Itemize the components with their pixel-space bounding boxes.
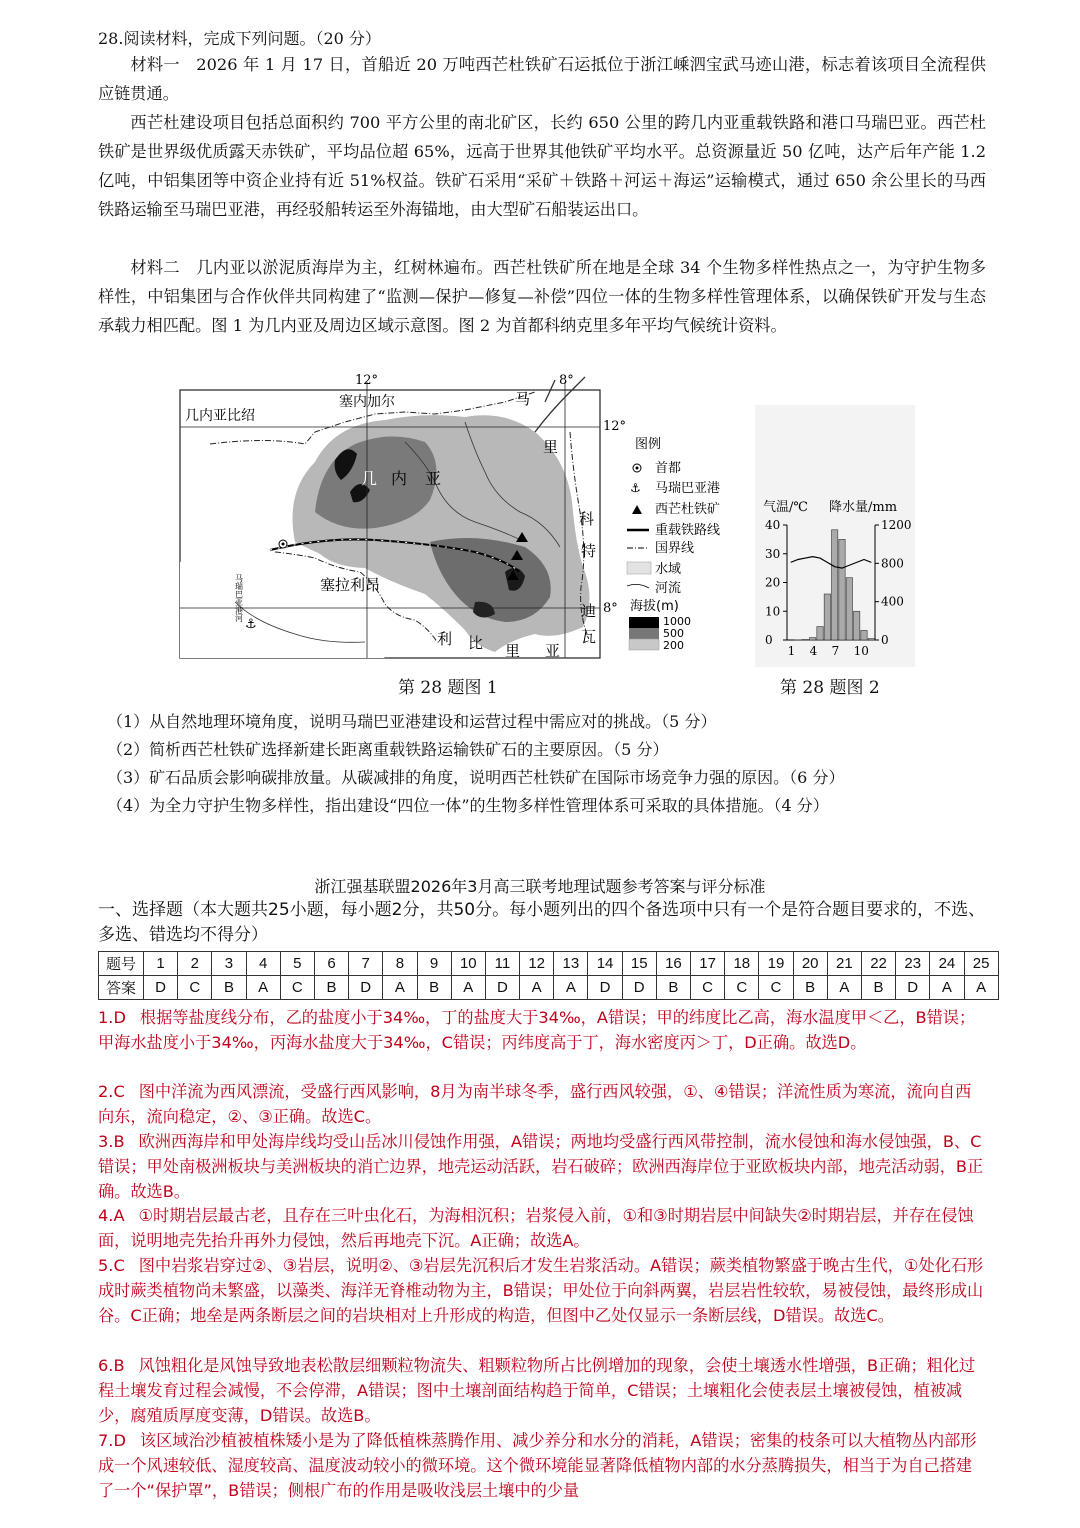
answer-table bbox=[98, 951, 999, 1000]
answer-title: 浙江强基联盟2026年3月高三联考地理试题参考答案与评分标准 bbox=[314, 877, 766, 896]
lat-8-label: 8° bbox=[603, 601, 618, 616]
answer-key-cell: A bbox=[246, 976, 280, 1000]
question-number-cell: 6 bbox=[314, 952, 348, 976]
temp-tick-label: 40 bbox=[765, 518, 781, 532]
question-number-cell: 4 bbox=[246, 952, 280, 976]
guinea-label-3: 亚 bbox=[425, 469, 442, 488]
answer-key-cell: B bbox=[656, 976, 690, 1000]
question-number-cell: 15 bbox=[622, 952, 656, 976]
question-number-cell: 20 bbox=[793, 952, 827, 976]
ivory-label-4: 瓦 bbox=[581, 628, 597, 646]
temp-axis-label: 气温/℃ bbox=[763, 500, 808, 515]
question-number-cell: 24 bbox=[930, 952, 964, 976]
svg-text:1000: 1000 bbox=[663, 615, 691, 628]
answer-key-cell: A bbox=[930, 976, 964, 1000]
mali-label-2: 里 bbox=[543, 438, 559, 456]
answer-key-cell: C bbox=[178, 976, 212, 1000]
precip-bar bbox=[854, 611, 860, 640]
question-number-cell: 13 bbox=[554, 952, 588, 976]
answer-key-cell: A bbox=[827, 976, 861, 1000]
explanation-number: 5.C bbox=[98, 1256, 125, 1275]
answer-key-cell: D bbox=[588, 976, 622, 1000]
precip-bar bbox=[810, 638, 816, 640]
question-number-cell: 21 bbox=[827, 952, 861, 976]
question-number-cell: 14 bbox=[588, 952, 622, 976]
question-number-cell: 11 bbox=[485, 952, 519, 976]
temp-tick-label: 0 bbox=[765, 633, 773, 647]
precip-tick-label: 0 bbox=[881, 633, 889, 647]
temp-tick-label: 20 bbox=[765, 575, 781, 590]
map-legend bbox=[627, 437, 720, 652]
climate-caption: 第 28 题图 2 bbox=[780, 678, 880, 698]
precip-bar bbox=[832, 530, 838, 640]
question-number-cell: 1 bbox=[144, 952, 178, 976]
answer-key-cell: D bbox=[144, 976, 178, 1000]
explanation-item bbox=[98, 1079, 986, 1129]
liberia-label-3: 里 bbox=[505, 642, 521, 660]
question-number-cell: 2 bbox=[178, 952, 212, 976]
explanation-item bbox=[98, 1129, 986, 1205]
subquestion-3: （3）矿石品质会影响碳排放量。从碳减排的角度，说明西芒杜铁矿在国际市场竞争力强的原因。（6 分） bbox=[107, 768, 845, 787]
precip-bar bbox=[824, 594, 830, 640]
map-caption: 第 28 题图 1 bbox=[398, 678, 498, 698]
question-number-cell: 12 bbox=[520, 952, 554, 976]
svg-text:国界线: 国界线 bbox=[655, 541, 695, 556]
explanation-item bbox=[98, 1203, 986, 1253]
question-number-cell: 23 bbox=[896, 952, 930, 976]
question-number-cell: 9 bbox=[417, 952, 451, 976]
answer-key-cell: A bbox=[520, 976, 554, 1000]
question-heading: 28.阅读材料，完成下列问题。（20 分） bbox=[98, 29, 381, 48]
answer-key-cell: A bbox=[554, 976, 588, 1000]
question-number-cell: 10 bbox=[451, 952, 485, 976]
answer-key-cell: C bbox=[691, 976, 725, 1000]
precip-bar bbox=[861, 630, 867, 640]
lat-12-label: 12° bbox=[603, 419, 627, 434]
explanation-text: 图中洋流为西风漂流，受盛行西风影响，8月为南半球冬季，盛行西风较强，①、④错误；洋流性质为寒流，流向自西向东，流向稳定，②、③正确。故选C。 bbox=[98, 1082, 972, 1127]
precip-bar bbox=[817, 627, 823, 640]
question-number-cell: 5 bbox=[280, 952, 314, 976]
guinea-bissau-label: 几内亚比绍 bbox=[185, 408, 255, 424]
answer-key-cell: C bbox=[759, 976, 793, 1000]
material1-paragraph1: 材料一 2026 年 1 月 17 日，首船近 20 万吨西芒杜铁矿石运抵位于浙江嵊泗宝武马迹山港，标志着该项目全流程供应链贯通。 bbox=[98, 55, 986, 103]
question-number-cell: 17 bbox=[691, 952, 725, 976]
month-tick-label: 4 bbox=[809, 644, 818, 658]
material1-paragraph2: 西芒杜建设项目包括总面积约 700 平方公里的南北矿区，长约 650 公里的跨几内亚重载铁路和港口马瑞巴亚。西芒杜铁矿是世界级优质露天赤铁矿，平均品位超 65%，远高于世界其他铁矿平均水平。总资源量近 50 亿吨，达产后年产能 1.2 亿吨，中铝集团等中资企业持有近 51%权益。铁矿石采用“采矿＋铁路＋河运＋海运”运输模式，通过 650 余公里长的马西铁路运输至马瑞巴亚港，再经驳船转运至外海锚地，由大型矿石船装运出口。 bbox=[98, 113, 986, 219]
explanation-number: 6.B bbox=[98, 1356, 125, 1375]
month-tick-label: 10 bbox=[853, 644, 869, 658]
explanation-text: 该区域治沙植被植株矮小是为了降低植株蒸腾作用、减少养分和水分的消耗，A错误；密集的枝条可以大植物丛内部形成一个风速较低、湿度较高、温度波动较小的微环境。这个微环境能显著降低植物内部的水分蒸腾损失，相当于为自己搭建了一个“保护罩”，B错误；侧根广布的作用是吸收浅层土壤中的少量 bbox=[98, 1431, 977, 1501]
question-number-cell: 19 bbox=[759, 952, 793, 976]
ivory-label-1: 科 bbox=[579, 510, 595, 528]
explanation-number: 1.D bbox=[98, 1008, 126, 1027]
answer-key-cell: D bbox=[349, 976, 383, 1000]
mali-label-1: 马 bbox=[515, 390, 531, 408]
lon-8-label: 8° bbox=[559, 373, 574, 388]
answer-key-cell: A bbox=[451, 976, 485, 1000]
answer-key-cell: B bbox=[212, 976, 246, 1000]
guinea-map-figure bbox=[175, 372, 721, 664]
explanation-text: ①时期岩层最古老，且存在三叶虫化石，为海相沉积；岩浆侵入前，①和③时期岩层中间缺失②时期岩层，并存在侵蚀面，说明地壳先抬升再外力侵蚀，然后再地壳下沉。A正确；故选A。 bbox=[98, 1206, 974, 1251]
explanation-number: 7.D bbox=[98, 1431, 126, 1450]
precip-tick-label: 400 bbox=[881, 594, 904, 609]
explanation-item bbox=[98, 1428, 986, 1504]
precip-tick-label: 800 bbox=[881, 556, 904, 571]
temp-tick-label: 10 bbox=[765, 604, 781, 619]
climate-chart-figure bbox=[755, 405, 915, 667]
explanation-number: 2.C bbox=[98, 1082, 125, 1101]
explanation-item bbox=[98, 1253, 986, 1329]
answer-key-cell: B bbox=[793, 976, 827, 1000]
svg-text:西芒杜铁矿: 西芒杜铁矿 bbox=[655, 502, 721, 517]
precip-axis-label: 降水量/mm bbox=[829, 500, 898, 515]
subquestion-1: （1）从自然地理环境角度，说明马瑞巴亚港建设和运营过程中需应对的挑战。（5 分） bbox=[107, 712, 717, 731]
precip-bar bbox=[868, 639, 874, 640]
svg-text:200: 200 bbox=[663, 639, 684, 652]
row-label-question: 题号 bbox=[99, 952, 144, 976]
sierra-leone-label: 塞拉利昂 bbox=[320, 576, 381, 594]
explanation-text: 风蚀粗化是风蚀导致地表松散层细颗粒物流失、粗颗粒物所占比例增加的现象，会使土壤透水性增强，B正确；粗化过程土壤发育过程会减慢，不会停滞，A错误；图中土壤剖面结构趋于简单，C错误；土壤粗化会使表层土壤被侵蚀，植被减少，腐殖质厚度变薄，D错误。故选B。 bbox=[98, 1356, 976, 1426]
svg-text:首都: 首都 bbox=[655, 461, 682, 476]
question-number-cell: 3 bbox=[212, 952, 246, 976]
answer-key-cell: D bbox=[485, 976, 519, 1000]
question-number-cell: 16 bbox=[656, 952, 690, 976]
svg-text:马瑞巴亚港: 马瑞巴亚港 bbox=[655, 481, 721, 496]
answer-key-cell: D bbox=[896, 976, 930, 1000]
explanation-item bbox=[98, 1005, 986, 1055]
answer-key-cell: D bbox=[622, 976, 656, 1000]
temp-tick-label: 30 bbox=[765, 546, 781, 561]
answer-key-cell: B bbox=[861, 976, 895, 1000]
explanation-number: 3.B bbox=[98, 1132, 125, 1151]
subquestion-4: （4）为全力守护生物多样性，指出建设“四位一体”的生物多样性管理体系可采取的具体措施。（4 分） bbox=[107, 796, 829, 815]
question-number-cell: 25 bbox=[964, 952, 998, 976]
question-number-cell: 8 bbox=[383, 952, 417, 976]
port-anchor-icon: ⚓ bbox=[245, 617, 257, 632]
question-number-cell: 18 bbox=[725, 952, 759, 976]
svg-text:⚓: ⚓ bbox=[630, 481, 641, 495]
precip-tick-label: 1200 bbox=[881, 518, 912, 532]
explanation-number: 4.A bbox=[98, 1206, 125, 1225]
explanation-text: 欧洲西海岸和甲处海岸线均受山岳冰川侵蚀作用强，A错误；两地均受盛行西风带控制，流水侵蚀和海水侵蚀强，B、C错误；甲处南极洲板块与美洲板块的消亡边界，地壳运动活跃，岩石破碎；欧洲西海岸位于亚欧板块内部，地壳活动弱，B正确。故选B。 bbox=[98, 1132, 984, 1202]
port-river-label: 马瑞巴亚港河 bbox=[234, 574, 244, 622]
svg-text:500: 500 bbox=[663, 627, 684, 640]
guinea-label-2: 内 bbox=[391, 469, 408, 488]
row-label-answer: 答案 bbox=[99, 976, 144, 1000]
section-heading: 一、选择题（本大题共25小题，每小题2分，共50分。每小题列出的四个备选项中只有一个是符合题目要求的，不选、多选、错选均不得分） bbox=[98, 900, 986, 945]
precip-bar bbox=[846, 578, 852, 640]
month-tick-label: 1 bbox=[787, 644, 796, 658]
precip-bar bbox=[839, 539, 845, 640]
explanation-text: 根据等盐度线分布，乙的盐度小于34‰，丁的盐度大于34‰，A错误；甲的纬度比乙高，海水温度甲＜乙，B错误；甲海水盐度小于34‰，丙海水盐度大于34‰，C错误；丙纬度高于丁，海水密度丙＞丁，D正确。故选D。 bbox=[98, 1008, 976, 1053]
lon-12-label: 12° bbox=[355, 373, 379, 388]
liberia-label-2: 比 bbox=[468, 634, 484, 652]
liberia-label-1: 利 bbox=[437, 630, 453, 648]
svg-text:海拔(m): 海拔(m) bbox=[630, 599, 679, 614]
guinea-label-1: 几 bbox=[361, 469, 378, 488]
svg-text:图例: 图例 bbox=[635, 437, 662, 452]
senegal-label: 塞内加尔 bbox=[339, 394, 395, 410]
svg-text:重载铁路线: 重载铁路线 bbox=[655, 523, 721, 538]
answer-key-cell: A bbox=[964, 976, 998, 1000]
ivory-label-2: 特 bbox=[581, 542, 597, 560]
svg-text:水域: 水域 bbox=[655, 562, 682, 577]
answer-key-cell: C bbox=[725, 976, 759, 1000]
explanation-item bbox=[98, 1353, 986, 1429]
subquestion-2: （2）简析西芒杜铁矿选择新建长距离重载铁路运输铁矿石的主要原因。（5 分） bbox=[107, 740, 669, 759]
material2-paragraph: 材料二 几内亚以淤泥质海岸为主，红树林遍布。西芒杜铁矿所在地是全球 34 个生物多样性热点之一，为守护生物多样性，中铝集团与合作伙伴共同构建了“监测—保护—修复—补偿”四位一体的生物多样性管理体系，以确保铁矿开发与生态承载力相匹配。图 1 为几内亚及周边区域示意图。图 2 为首都科纳克里多年平均气候统计资料。 bbox=[98, 258, 986, 335]
question-number-cell: 7 bbox=[349, 952, 383, 976]
liberia-label-4: 亚 bbox=[545, 642, 561, 660]
answer-key-cell: A bbox=[383, 976, 417, 1000]
question-number-cell: 22 bbox=[861, 952, 895, 976]
svg-text:河流: 河流 bbox=[655, 581, 682, 596]
month-tick-label: 7 bbox=[831, 644, 840, 658]
explanation-text: 图中岩浆岩穿过②、③岩层，说明②、③岩层先沉积后才发生岩浆活动。A错误；蕨类植物繁盛于晚古生代，①处化石形成时蕨类植物尚未繁盛，以藻类、海洋无脊椎动物为主，B错误；甲处位于向斜两翼，岩层岩性较软，易被侵蚀，最终形成山谷。C正确；地垒是两条断层之间的岩块相对上升形成的构造，但图中乙处仅显示一条断层线，D错误。故选C。 bbox=[98, 1256, 984, 1326]
answer-key-cell: B bbox=[314, 976, 348, 1000]
ivory-label-3: 迪 bbox=[581, 602, 597, 620]
answer-key-cell: C bbox=[280, 976, 314, 1000]
answer-key-cell: B bbox=[417, 976, 451, 1000]
